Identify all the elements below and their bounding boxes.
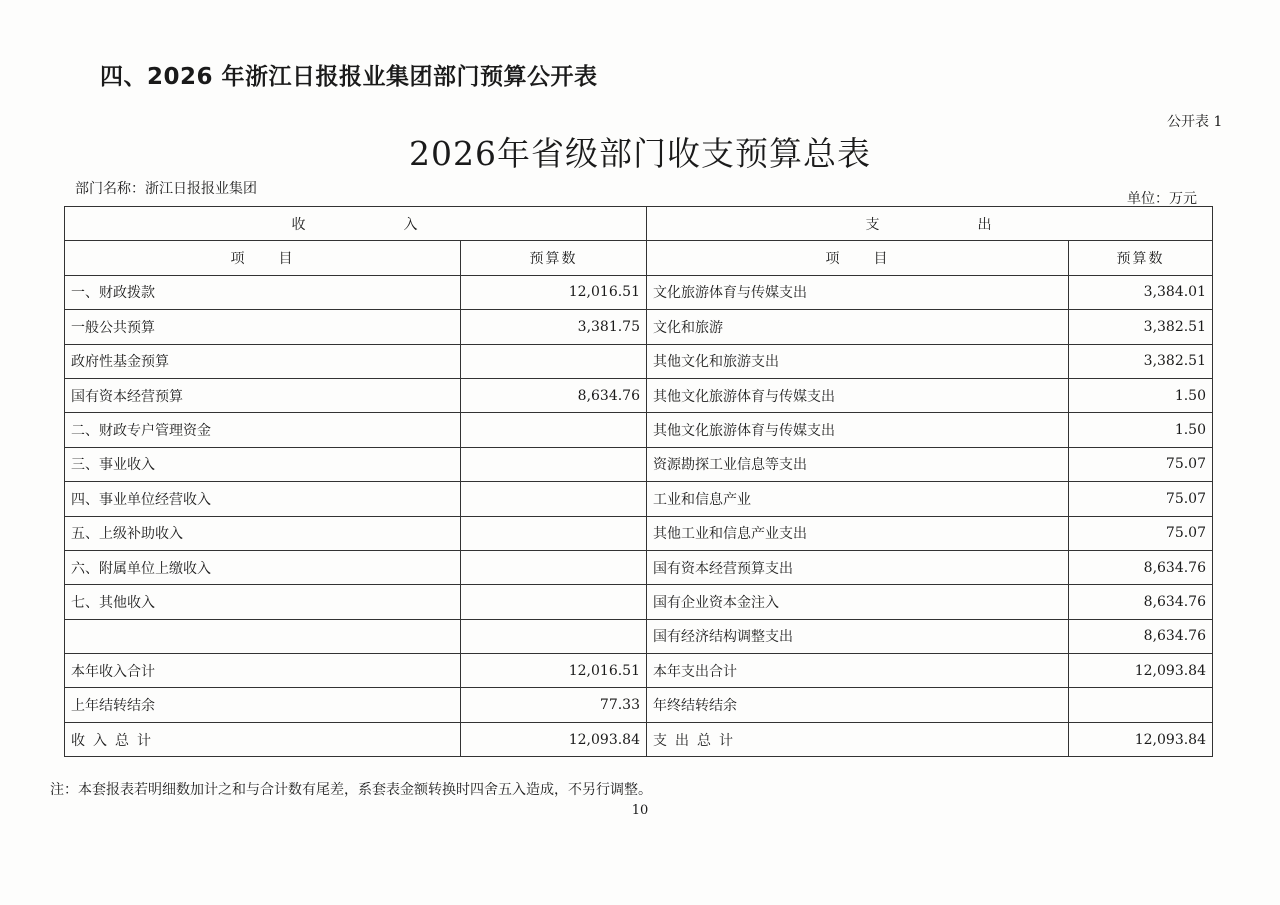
expense-amount: 8,634.76 <box>1069 585 1213 619</box>
table-row <box>65 654 1213 688</box>
unit-label: 单位：万元 <box>1127 191 1197 207</box>
income-item: 五、上级补助收入 <box>65 516 461 550</box>
expense-item: 国有资本经营预算支出 <box>647 550 1069 584</box>
expense-item: 工业和信息产业 <box>647 482 1069 516</box>
income-amount <box>461 550 647 584</box>
income-item <box>65 619 461 653</box>
page-number: 10 <box>631 803 649 818</box>
expense-amount: 8,634.76 <box>1069 550 1213 584</box>
expense-amount: 3,382.51 <box>1069 310 1213 344</box>
table-row <box>65 413 1213 447</box>
income-item: 收入总计 <box>65 722 461 756</box>
table-row <box>65 585 1213 619</box>
expense-item: 其他文化旅游体育与传媒支出 <box>647 413 1069 447</box>
expense-amount: 1.50 <box>1069 378 1213 412</box>
income-item: 本年收入合计 <box>65 654 461 688</box>
income-item: 上年结转结余 <box>65 688 461 722</box>
table-row <box>65 310 1213 344</box>
income-item: 三、事业收入 <box>65 447 461 481</box>
income-amount <box>461 447 647 481</box>
expense-amount: 75.07 <box>1069 447 1213 481</box>
expense-item: 其他文化和旅游支出 <box>647 344 1069 378</box>
table-row <box>65 688 1213 722</box>
income-item: 一、财政拨款 <box>65 275 461 309</box>
department-name: 部门名称：浙江日报报业集团 <box>75 181 257 197</box>
income-item: 国有资本经营预算 <box>65 378 461 412</box>
expense-amount-header: 预算数 <box>1069 241 1213 275</box>
expense-item: 年终结转结余 <box>647 688 1069 722</box>
expense-amount: 8,634.76 <box>1069 619 1213 653</box>
income-item-header: 项 目 <box>65 241 461 275</box>
income-item: 二、财政专户管理资金 <box>65 413 461 447</box>
income-amount: 12,016.51 <box>461 275 647 309</box>
income-amount <box>461 344 647 378</box>
form-id-label: 公开表 1 <box>1167 114 1223 130</box>
footnote: 注：本套报表若明细数加计之和与合计数有尾差，系套表金额转换时四舍五入造成，不另行调整。 <box>50 782 652 798</box>
expense-item: 国有企业资本金注入 <box>647 585 1069 619</box>
table-row <box>65 516 1213 550</box>
table-row <box>65 275 1213 309</box>
table-row <box>65 447 1213 481</box>
expense-amount <box>1069 688 1213 722</box>
expense-amount: 12,093.84 <box>1069 722 1213 756</box>
expense-amount: 3,382.51 <box>1069 344 1213 378</box>
income-amount <box>461 516 647 550</box>
income-amount: 77.33 <box>461 688 647 722</box>
expense-amount: 3,384.01 <box>1069 275 1213 309</box>
expense-amount: 12,093.84 <box>1069 654 1213 688</box>
expense-amount: 75.07 <box>1069 516 1213 550</box>
income-item: 一般公共预算 <box>65 310 461 344</box>
expense-item: 文化旅游体育与传媒支出 <box>647 275 1069 309</box>
expense-item: 本年支出合计 <box>647 654 1069 688</box>
income-amount <box>461 482 647 516</box>
income-amount: 8,634.76 <box>461 378 647 412</box>
column-header-row <box>65 241 1213 275</box>
expense-amount: 75.07 <box>1069 482 1213 516</box>
expense-item: 其他工业和信息产业支出 <box>647 516 1069 550</box>
income-amount <box>461 619 647 653</box>
expense-section-header: 支 出 <box>647 207 1213 241</box>
income-amount: 12,093.84 <box>461 722 647 756</box>
income-section-header: 收 入 <box>65 207 647 241</box>
table-row <box>65 378 1213 412</box>
document-title: 2026年省级部门收支预算总表 <box>409 134 871 173</box>
table-row <box>65 550 1213 584</box>
table-row <box>65 619 1213 653</box>
income-amount: 12,016.51 <box>461 654 647 688</box>
expense-item: 其他文化旅游体育与传媒支出 <box>647 378 1069 412</box>
expense-item: 文化和旅游 <box>647 310 1069 344</box>
income-item: 七、其他收入 <box>65 585 461 619</box>
table-row <box>65 344 1213 378</box>
income-amount-header: 预算数 <box>461 241 647 275</box>
expense-item: 资源勘探工业信息等支出 <box>647 447 1069 481</box>
income-item: 六、附属单位上缴收入 <box>65 550 461 584</box>
income-item: 四、事业单位经营收入 <box>65 482 461 516</box>
income-amount: 3,381.75 <box>461 310 647 344</box>
expense-amount: 1.50 <box>1069 413 1213 447</box>
budget-table <box>64 206 1213 757</box>
income-amount <box>461 413 647 447</box>
table-row <box>65 482 1213 516</box>
section-heading: 四、2026 年浙江日报报业集团部门预算公开表 <box>100 64 598 90</box>
section-header-row <box>65 207 1213 241</box>
expense-item: 国有经济结构调整支出 <box>647 619 1069 653</box>
table-row <box>65 722 1213 756</box>
expense-item-header: 项 目 <box>647 241 1069 275</box>
income-amount <box>461 585 647 619</box>
expense-item: 支出总计 <box>647 722 1069 756</box>
income-item: 政府性基金预算 <box>65 344 461 378</box>
